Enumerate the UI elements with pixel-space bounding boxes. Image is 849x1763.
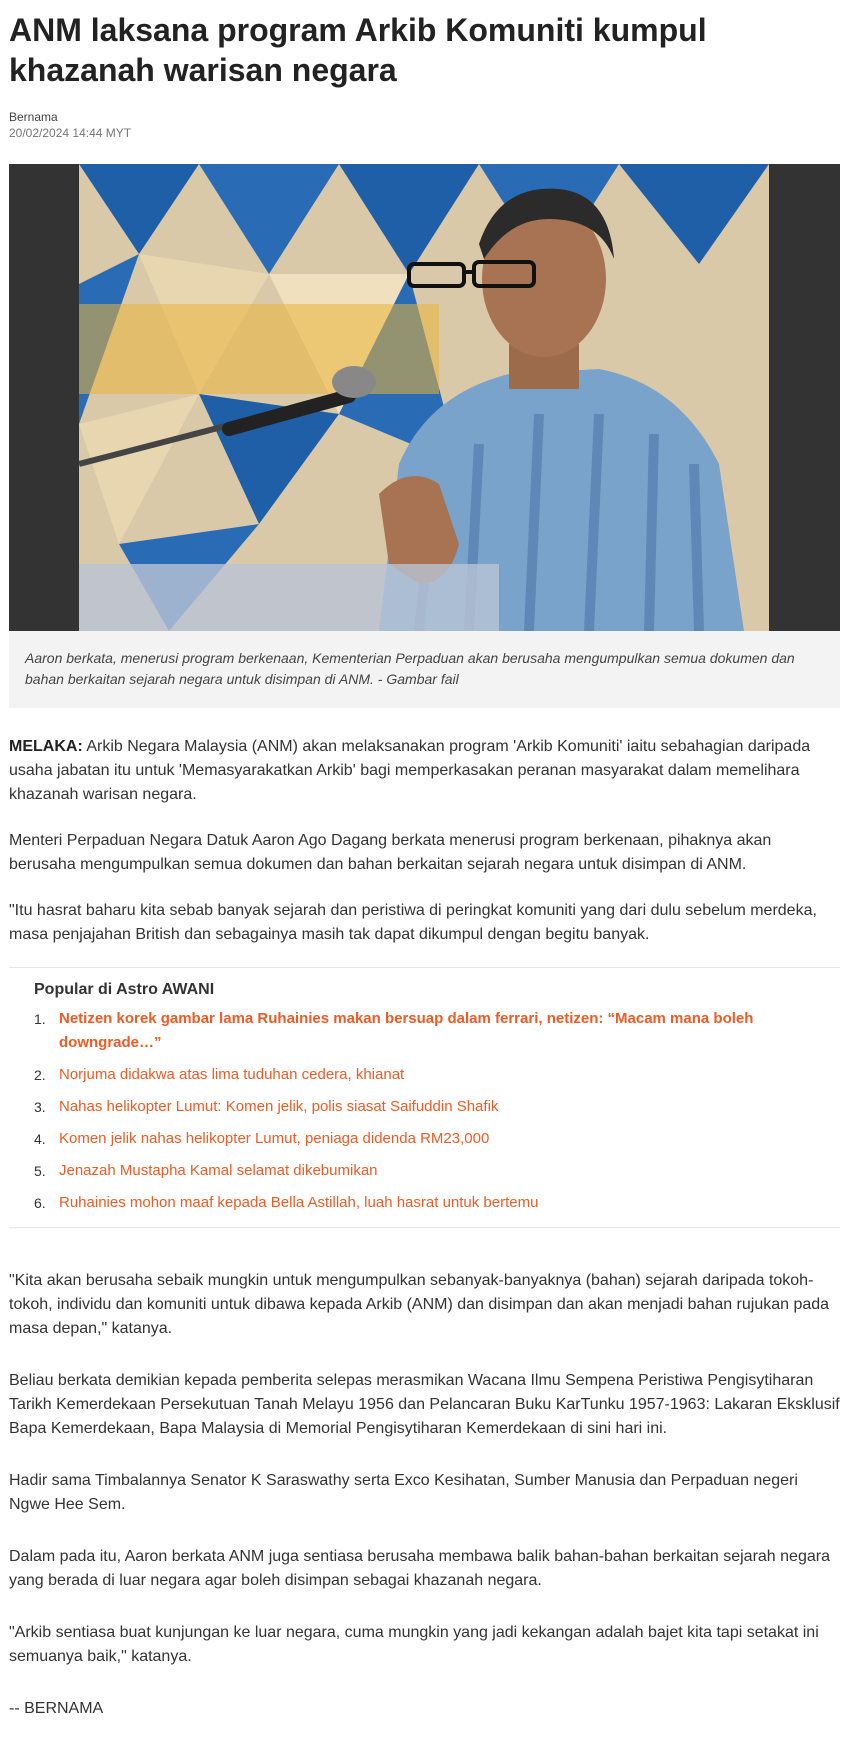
article-meta [9, 109, 840, 141]
popular-link[interactable]: Komen jelik nahas helikopter Lumut, peniaga didenda RM23,000 [59, 1130, 490, 1147]
article-dateline: MELAKA: [9, 738, 83, 755]
article-paragraph-lead [9, 735, 840, 807]
article-paragraph: "Arkib sentiasa buat kunjungan ke luar negara, cuma mungkin yang jadi kekangan adalah bajet kita tapi setakat ini semuanya baik," katanya. [9, 1624, 819, 1665]
list-item [34, 1159, 840, 1183]
popular-title: Popular di Astro AWANI [34, 981, 215, 998]
article-paragraph: "Itu hasrat baharu kita sebab banyak sejarah dan peristiwa di peringkat komuniti yang dari dulu sebelum merdeka, masa penjajahan British dan sebagainya masih tak dapat dikumpul dengan begitu banyak. [9, 902, 817, 943]
article-paragraph: Hadir sama Timbalannya Senator K Saraswathy serta Exco Kesihatan, Sumber Manusia dan Perpaduan negeri Ngwe Hee Sem. [9, 1472, 798, 1513]
list-item [34, 1063, 840, 1087]
article-author: Bernama [9, 110, 58, 124]
article-paragraph: Menteri Perpaduan Negara Datuk Aaron Ago Dagang berkata menerusi program berkenaan, pihaknya akan berusaha mengumpulkan semua dokumen dan bahan berkaitan sejarah negara untuk disimpan di ANM. [9, 832, 772, 873]
photo-frame [9, 164, 840, 631]
lead-text: Arkib Negara Malaysia (ANM) akan melaksanakan program 'Arkib Komuniti' iaitu sebahagian daripada usaha jabatan itu untuk 'Memasyarakatkan Arkib' bagi memperkasakan peranan masyarakat dalam memelihara khazanah warisan negara. [9, 738, 811, 803]
popular-rank: 4. [34, 1131, 46, 1147]
list-item [34, 1007, 840, 1055]
popular-link[interactable]: Jenazah Mustapha Kamal selamat dikebumikan [59, 1162, 378, 1179]
article-paragraph: Dalam pada itu, Aaron berkata ANM juga sentiasa berusaha membawa balik bahan-bahan berkaitan sejarah negara yang berada di luar negara agar boleh disimpan sebagai khazanah negara. [9, 1548, 830, 1589]
article-date: 20/02/2024 14:44 MYT [9, 126, 132, 140]
popular-link[interactable]: Norjuma didakwa atas lima tuduhan cedera, khianat [59, 1066, 405, 1083]
popular-link[interactable]: Netizen korek gambar lama Ruhainies makan bersuap dalam ferrari, netizen: “Macam mana boleh downgrade…” [59, 1010, 754, 1051]
list-item [34, 1191, 840, 1215]
list-item [34, 1095, 840, 1119]
popular-widget [9, 967, 840, 1228]
article-photo[interactable] [79, 164, 769, 631]
list-item [34, 1127, 840, 1151]
popular-rank: 5. [34, 1163, 46, 1179]
article-signoff: -- BERNAMA [9, 1700, 104, 1717]
article-figure [9, 164, 840, 708]
popular-link[interactable]: Ruhainies mohon maaf kepada Bella Astillah, luah hasrat untuk bertemu [59, 1194, 539, 1211]
popular-rank: 1. [34, 1011, 46, 1027]
article-page [0, 10, 849, 1721]
speaker-photo-illustration [79, 164, 769, 631]
popular-list [34, 1007, 840, 1215]
popular-link[interactable]: Nahas helikopter Lumut: Komen jelik, polis siasat Saifuddin Shafik [59, 1098, 499, 1115]
popular-rank: 3. [34, 1099, 46, 1115]
article-title: ANM laksana program Arkib Komuniti kumpul khazanah warisan negara [9, 12, 707, 88]
popular-rank: 6. [34, 1195, 46, 1211]
article-paragraph: "Kita akan berusaha sebaik mungkin untuk mengumpulkan sebanyak-banyaknya (bahan) sejarah daripada tokoh-tokoh, individu dan komuniti untuk dibawa kepada Arkib (ANM) dan disimpan dan akan menjadi bahan rujukan pada masa depan," katanya. [9, 1272, 830, 1337]
photo-caption: Aaron berkata, menerusi program berkenaan, Kementerian Perpaduan akan berusaha mengumpulkan semua dokumen dan bahan berkaitan sejarah negara untuk disimpan di ANM. - Gambar fail [9, 631, 840, 708]
article-paragraph: Beliau berkata demikian kepada pemberita selepas merasmikan Wacana Ilmu Sempena Peristiwa Pengisytiharan Tarikh Kemerdekaan Persekutuan Tanah Melayu 1956 dan Pelancaran Buku KarTunku 1957-1963: Lakaran Eksklusif Bapa Kemerdekaan, Bapa Malaysia di Memorial Pengisytiharan Kemerdekaan di sini hari ini. [9, 1372, 840, 1437]
popular-rank: 2. [34, 1067, 46, 1083]
